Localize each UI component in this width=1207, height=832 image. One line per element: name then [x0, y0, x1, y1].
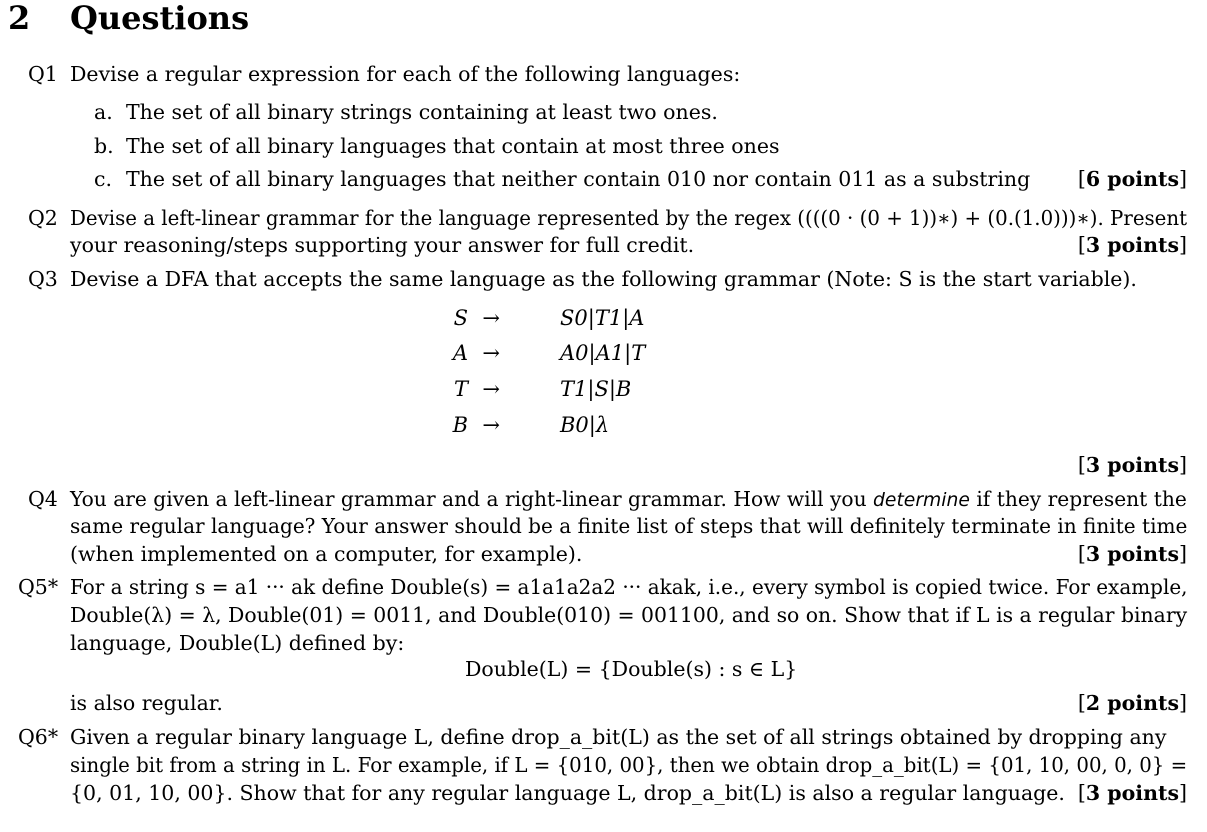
grammar-arrow-icon: → [482, 377, 500, 401]
q1-points: [6 points] [1077, 167, 1187, 191]
q1-item-c-marker: c. [94, 167, 112, 191]
grammar-lhs-a: A [452, 341, 468, 365]
q5-line-2: Double(λ) = λ, Double(01) = 0011, and Double(010) = 001100, and so on. Show that if L is a regular binary [70, 603, 1188, 627]
grammar-rhs-t: T1|S|B [560, 377, 632, 401]
q5-line-4: is also regular. [70, 691, 223, 715]
section-title: Questions [70, 0, 250, 37]
q3-points: [3 points] [1077, 453, 1187, 477]
grammar-arrow-icon: → [482, 341, 500, 365]
q5-line-1: For a string s = a1 ··· ak define Double(s) = a1a1a2a2 ··· akak, i.e., every symbol is copied twice. For example, [70, 575, 1188, 599]
q5-points: [2 points] [1077, 691, 1187, 715]
q1-item-c-text: The set of all binary languages that neither contain 010 nor contain 011 as a substring [126, 167, 1031, 191]
q6-points: [3 points] [1077, 781, 1187, 805]
q4-label: Q4 [28, 487, 58, 511]
q3-label: Q3 [28, 267, 58, 291]
grammar-lhs-s: S [453, 306, 468, 330]
q1-item-b-marker: b. [94, 134, 114, 158]
q4-line-2: same regular language? Your answer should be a finite list of steps that will definitely terminate in finite time [70, 514, 1188, 538]
q5-label: Q5* [18, 575, 59, 599]
q6-label: Q6* [18, 725, 59, 749]
q5-formula: Double(L) = {Double(s) : s ∈ L} [465, 657, 798, 681]
q1-item-a-marker: a. [94, 100, 113, 124]
q6-line-2: single bit from a string in L. For example, if L = {010, 00}, then we obtain drop_a_bit(L) = {01, 10, 00, 0, 0} = [70, 753, 1188, 777]
grammar-rhs-a: A0|A1|T [560, 341, 646, 365]
q2-line-2: your reasoning/steps supporting your answer for full credit. [70, 233, 695, 257]
q2-label: Q2 [28, 206, 58, 230]
q2-points: [3 points] [1077, 233, 1187, 257]
q3-line-1: Devise a DFA that accepts the same language as the following grammar (Note: S is the start variable). [70, 267, 1137, 291]
q1-label: Q1 [28, 62, 58, 86]
q1-item-b-text: The set of all binary languages that contain at most three ones [126, 134, 780, 158]
q4-line-3: (when implemented on a computer, for example). [70, 542, 583, 566]
grammar-lhs-t: T [453, 377, 468, 401]
grammar-lhs-b: B [452, 413, 468, 437]
q2-line-1: Devise a left-linear grammar for the language represented by the regex ((((0 · (0 + 1))∗) + (0.(1.0)))∗). Present [70, 206, 1188, 230]
section-number: 2 [8, 0, 31, 37]
q4-emphasis: determine [873, 489, 970, 511]
q1-item-a-text: The set of all binary strings containing at least two ones. [126, 100, 718, 124]
q6-line-1: Given a regular binary language L, define drop_a_bit(L) as the set of all strings obtained by dropping any [70, 725, 1167, 749]
q1-intro: Devise a regular expression for each of the following languages: [70, 62, 741, 86]
grammar-arrow-icon: → [482, 306, 500, 330]
grammar-rhs-s: S0|T1|A [560, 306, 645, 330]
q6-line-3: {0, 01, 10, 00}. Show that for any regular language L, drop_a_bit(L) is also a regular language. [70, 781, 1065, 805]
grammar-arrow-icon: → [482, 413, 500, 437]
q5-line-3: language, Double(L) defined by: [70, 631, 405, 655]
q4-line-1: You are given a left-linear grammar and a right-linear grammar. How will you determine if they represent the [70, 487, 1187, 511]
grammar-rhs-b: B0|λ [560, 413, 610, 437]
q4-points: [3 points] [1077, 542, 1187, 566]
